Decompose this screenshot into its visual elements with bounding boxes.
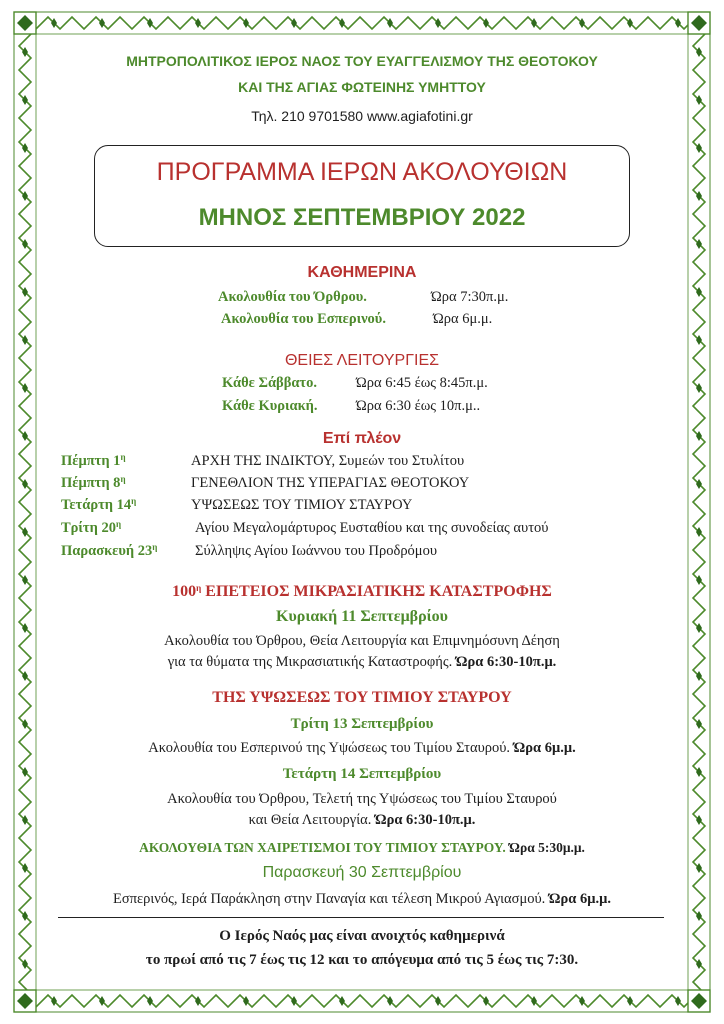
daily-vespers-time: Ώρα 6μ.μ. (433, 311, 493, 327)
border-ornament (696, 479, 702, 489)
border-ornament (627, 18, 633, 28)
extra-row (61, 475, 661, 497)
border-ornament (243, 996, 249, 1006)
month-title: ΜΗΝΟΣ ΣΕΠΤΕΜΒΡΙΟΥ 2022 (198, 204, 526, 231)
border-ornament (531, 18, 537, 28)
border-ornament (24, 995, 696, 1007)
extra-row (61, 543, 661, 565)
border-ornament (688, 990, 710, 1012)
border-ornament (579, 18, 585, 28)
cross-event2-line2: και Θεία Λειτουργία. Ώρα 6:30-10π.μ. (248, 812, 476, 828)
border-ornament (22, 671, 28, 681)
border-ornament (627, 996, 633, 1006)
border-ornament (696, 383, 702, 393)
cross-heading: ΤΗΣ ΥΨΩΣΕΩΣ ΤΟΥ ΤΙΜΙΟΥ ΣΤΑΥΡΟΥ (212, 689, 512, 706)
anniversary-line2: για τα θύματα της Μικρασιατικής Καταστροφής. Ώρα 6:30-10π.μ. (167, 654, 557, 670)
border-ornament (17, 15, 33, 31)
border-ornament (696, 239, 702, 249)
liturgies-heading: ΘΕΙΕΣ ΛΕΙΤΟΥΡΓΙΕΣ (284, 352, 440, 369)
border-ornament (147, 996, 153, 1006)
greetings-service: ΑΚΟΛΟΥΘΙΑ ΤΩΝ ΧΑΙΡΕΤΙΣΜΟΙ ΤΟΥ ΤΙΜΙΟΥ ΣΤΑΥΡΟΥ. Ώρα 5:30μ.μ. (139, 840, 585, 855)
extra-row (61, 520, 661, 542)
border-ornament (14, 990, 36, 1012)
cross-event1: Ακολουθία του Εσπερινού της Υψώσεως του Τιμίου Σταυρού. Ώρα 6μ.μ. (148, 740, 576, 756)
border-ornament (22, 527, 28, 537)
extra-desc: ΓΕΝΕΘΛΙΟΝ ΤΗΣ ΥΠΕΡΑΓΙΑΣ ΘΕΟΤΟΚΟΥ (191, 475, 470, 491)
border-ornament (24, 17, 696, 29)
border-ornament (22, 383, 28, 393)
border-ornament (696, 95, 702, 105)
border-ornament (691, 993, 707, 1009)
daily-orthros-time: Ώρα 7:30π.μ. (431, 289, 509, 305)
border-ornament (17, 993, 33, 1009)
program-title: ΠΡΟΓΡΑΜΜΑ ΙΕΡΩΝ ΑΚΟΛΟΥΘΙΩΝ (156, 158, 568, 186)
border-ornament (688, 12, 710, 34)
sunday-time: Ώρα 6:30 έως 10π.μ.. (356, 398, 481, 414)
anniversary-date: Κυριακή 11 Σεπτεμβρίου (276, 608, 448, 625)
border-ornament (483, 996, 489, 1006)
saturday-label: Κάθε Σάββατο. (222, 375, 317, 391)
border-ornament (51, 18, 57, 28)
border-ornament (22, 335, 28, 345)
border-ornament (691, 15, 707, 31)
extra-day: Πέμπτη $8^\eta$ (61, 474, 126, 491)
church-name-line2: ΚΑΙ ΤΗΣ ΑΓΙΑΣ ΦΩΤΕΙΝΗΣ ΥΜΗΤΤΟΥ (238, 79, 486, 95)
extra-desc: Αγίου Μεγαλομάρτυρος Ευσταθίου και της συνοδείας αυτού (195, 520, 549, 536)
border-ornament (675, 996, 681, 1006)
border-ornament (387, 996, 393, 1006)
cross-date2: Τετάρτη 14 Σεπτεμβρίου (282, 766, 442, 782)
daily-vespers-label: Ακολουθία του Εσπερινού. (221, 311, 386, 327)
border-ornament (243, 18, 249, 28)
extra-day: Τρίτη $20^\eta$ (61, 519, 122, 536)
extra-day: Πέμπτη $1^\eta$ (61, 452, 126, 469)
border-ornament (195, 996, 201, 1006)
divider (58, 917, 664, 918)
sunday-label: Κάθε Κυριακή. (222, 398, 318, 414)
border-ornament (579, 996, 585, 1006)
border-ornament (22, 239, 28, 249)
border-ornament (99, 18, 105, 28)
border-ornament (339, 18, 345, 28)
border-ornament (14, 12, 36, 34)
anniversary-heading: $100^\eta$ ΕΠΕΤΕΙΟΣ ΜΙΚΡΑΣΙΑΤΙΚΗΣ ΚΑΤΑΣΤΡΟΦΗΣ (172, 583, 552, 600)
border-ornament (387, 18, 393, 28)
extra-row (61, 453, 661, 475)
daily-orthros-label: Ακολουθία του Όρθρου. (218, 289, 367, 305)
border-ornament (195, 18, 201, 28)
border-ornament (675, 18, 681, 28)
extra-row (61, 497, 661, 519)
friday-event: Εσπερινός, Ιερά Παράκληση στην Παναγία και τέλεση Μικρού Αγιασμού. Ώρα 6μ.μ. (113, 891, 611, 907)
extra-day: Τετάρτη $14^\eta$ (61, 496, 137, 513)
border-ornament (696, 671, 702, 681)
border-ornament (483, 18, 489, 28)
border-ornament (22, 287, 28, 297)
border-ornament (291, 18, 297, 28)
border-ornament (51, 996, 57, 1006)
border-ornament (696, 911, 702, 921)
border-ornament (22, 143, 28, 153)
border-ornament (22, 479, 28, 489)
border-ornament (696, 287, 702, 297)
extra-desc: Σύλληψις Αγίου Ιωάννου του Προδρόμου (195, 543, 438, 559)
border-ornament (696, 191, 702, 201)
extra-day: Παρασκευή $23^\eta$ (61, 542, 158, 559)
church-name-line1: ΜΗΤΡΟΠΟΛΙΤΙΚΟΣ ΙΕΡΟΣ ΝΑΟΣ ΤΟΥ ΕΥΑΓΓΕΛΙΣΜΟΥ ΤΗΣ ΘΕΟΤΟΚΟΥ (126, 53, 598, 69)
cross-date1: Τρίτη 13 Σεπτεμβρίου (290, 716, 434, 732)
border-ornament (435, 18, 441, 28)
daily-heading: ΚΑΘΗΜΕΡΙΝΑ (307, 264, 417, 281)
contact-info: Τηλ. 210 9701580 www.agiafotini.gr (251, 108, 473, 124)
border-ornament (435, 996, 441, 1006)
border-ornament (291, 996, 297, 1006)
border-ornament (696, 335, 702, 345)
friday-date: Παρασκευή 30 Σεπτεμβρίου (262, 864, 462, 881)
border-ornament (696, 527, 702, 537)
border-ornament (339, 996, 345, 1006)
border-ornament (22, 191, 28, 201)
border-ornament (22, 911, 28, 921)
extra-desc: ΥΨΩΣΕΩΣ ΤΟΥ ΤΙΜΙΟΥ ΣΤΑΥΡΟΥ (191, 497, 413, 513)
extra-desc: ΑΡΧΗ ΤΗΣ ΙΝΔΙΚΤΟΥ, Συμεών του Στυλίτου (191, 453, 465, 469)
anniversary-line1: Ακολουθία του Όρθρου, Θεία Λειτουργία και Επιμνημόσυνη Δέηση (164, 633, 560, 649)
border-ornament (22, 95, 28, 105)
border-ornament (147, 18, 153, 28)
opening-hours-line2: το πρωί από τις 7 έως τις 12 και το απόγευμα από τις 5 έως τις 7:30. (145, 952, 579, 968)
extras-heading: Επί πλέον (322, 430, 402, 447)
saturday-time: Ώρα 6:45 έως 8:45π.μ. (356, 375, 488, 391)
cross-event2-line1: Ακολουθία του Όρθρου, Τελετή της Υψώσεως του Τιμίου Σταυρού (167, 791, 557, 807)
opening-hours-line1: Ο Ιερός Ναός μας είναι ανοιχτός καθημερινά (219, 928, 505, 944)
border-ornament (531, 996, 537, 1006)
border-ornament (696, 143, 702, 153)
border-ornament (99, 996, 105, 1006)
